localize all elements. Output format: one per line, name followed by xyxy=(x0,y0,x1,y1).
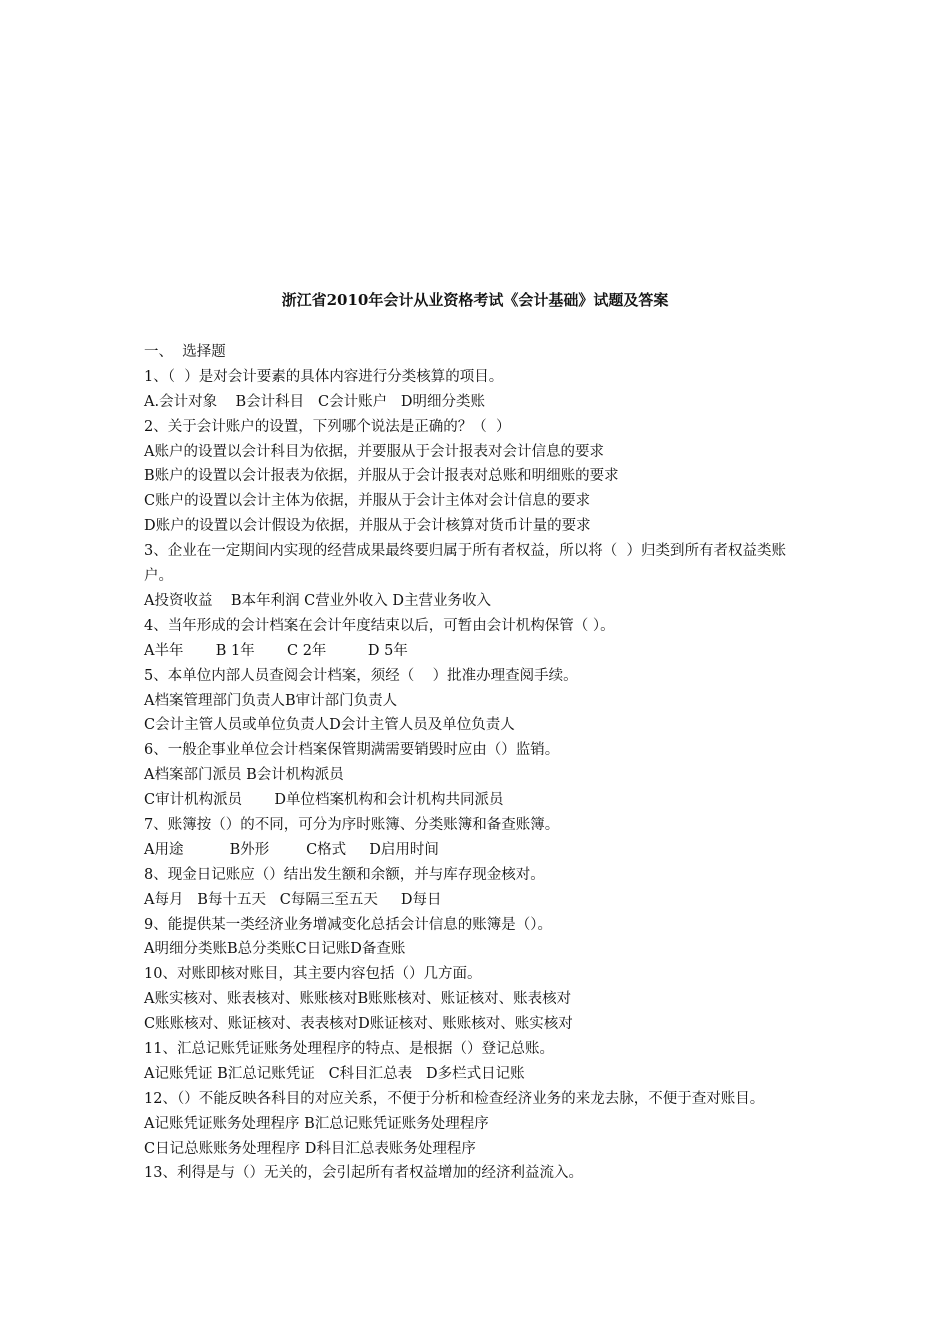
question-3: 3、企业在一定期间内实现的经营成果最终要归属于所有者权益，所以将（ ）归类到所有者权益类账户。 xyxy=(144,543,786,585)
question-12-options-cd: C日记总账账务处理程序 D科目汇总表账务处理程序 xyxy=(144,1140,476,1157)
question-10-options-ab: A账实核对、账表核对、账账核对B账账核对、账证核对、账表核对 xyxy=(144,991,572,1008)
question-5-options-ab: A档案管理部门负责人B审计部门负责人 xyxy=(144,692,398,709)
question-2: 2、关于会计账户的设置，下列哪个说法是正确的？（ ） xyxy=(144,418,511,435)
question-11-options: A记账凭证 B汇总记账凭证 C科目汇总表 D多栏式日记账 xyxy=(144,1065,525,1082)
question-2-option-d: D账户的设置以会计假设为依据，并服从于会计核算对货币计量的要求 xyxy=(144,518,591,535)
question-2-option-b: B账户的设置以会计报表为依据，并服从于会计报表对总账和明细账的要求 xyxy=(144,468,619,485)
question-6-options-ab: A档案部门派员 B会计机构派员 xyxy=(144,767,344,784)
question-5: 5、本单位内部人员查阅会计档案，须经（ ）批准办理查阅手续。 xyxy=(144,667,578,684)
question-9-options: A明细分类账B总分类账C日记账D备查账 xyxy=(144,941,406,958)
question-10-options-cd: C账账核对、账证核对、表表核对D账证核对、账账核对、账实核对 xyxy=(144,1016,573,1033)
question-4-options: A半年 B 1年 C 2年 D 5年 xyxy=(144,642,408,659)
question-1: 1、（ ）是对会计要素的具体内容进行分类核算的项目。 xyxy=(144,368,504,385)
question-2-option-a: A账户的设置以会计科目为依据，并要服从于会计报表对会计信息的要求 xyxy=(144,443,604,460)
question-10: 10、对账即核对账目，其主要内容包括（）几方面。 xyxy=(144,966,482,983)
question-6-options-cd: C审计机构派员 D单位档案机构和会计机构共同派员 xyxy=(144,792,504,809)
question-12-options-ab: A记账凭证账务处理程序 B汇总记账凭证账务处理程序 xyxy=(144,1115,489,1132)
question-5-options-cd: C会计主管人员或单位负责人D会计主管人员及单位负责人 xyxy=(144,717,515,734)
question-4: 4、当年形成的会计档案在会计年度结束以后，可暂由会计机构保管（ ）。 xyxy=(144,617,615,634)
document-body xyxy=(144,340,806,1186)
document-title: 浙江省2010年会计从业资格考试《会计基础》试题及答案 xyxy=(281,291,669,309)
section-heading: 一、 选择题 xyxy=(144,344,226,360)
question-7-options: A用途 B外形 C格式 D启用时间 xyxy=(144,841,439,858)
question-8-options: A每月 B每十五天 C每隔三至五天 D每日 xyxy=(144,891,442,908)
question-11: 11、汇总记账凭证账务处理程序的特点、是根据（）登记总账。 xyxy=(144,1040,554,1057)
question-3-options: A投资收益 B本年利润 C营业外收入 D主营业务收入 xyxy=(144,592,491,609)
question-13: 13、利得是与（）无关的，会引起所有者权益增加的经济利益流入。 xyxy=(144,1165,583,1182)
question-7: 7、账簿按（）的不同，可分为序时账簿、分类账簿和备查账簿。 xyxy=(144,816,560,833)
question-12: 12、（）不能反映各科目的对应关系，不便于分析和检查经济业务的来龙去脉，不便于查对账目。 xyxy=(144,1090,765,1107)
question-1-options: A.会计对象 B会计科目 C会计账户 D明细分类账 xyxy=(144,393,486,410)
question-6: 6、一般企事业单位会计档案保管期满需要销毁时应由（）监销。 xyxy=(144,742,560,759)
question-9: 9、能提供某一类经济业务增减变化总括会计信息的账簿是（）。 xyxy=(144,916,552,933)
question-2-option-c: C账户的设置以会计主体为依据，并服从于会计主体对会计信息的要求 xyxy=(144,493,591,510)
question-8: 8、现金日记账应（）结出发生额和余额，并与库存现金核对。 xyxy=(144,866,545,883)
